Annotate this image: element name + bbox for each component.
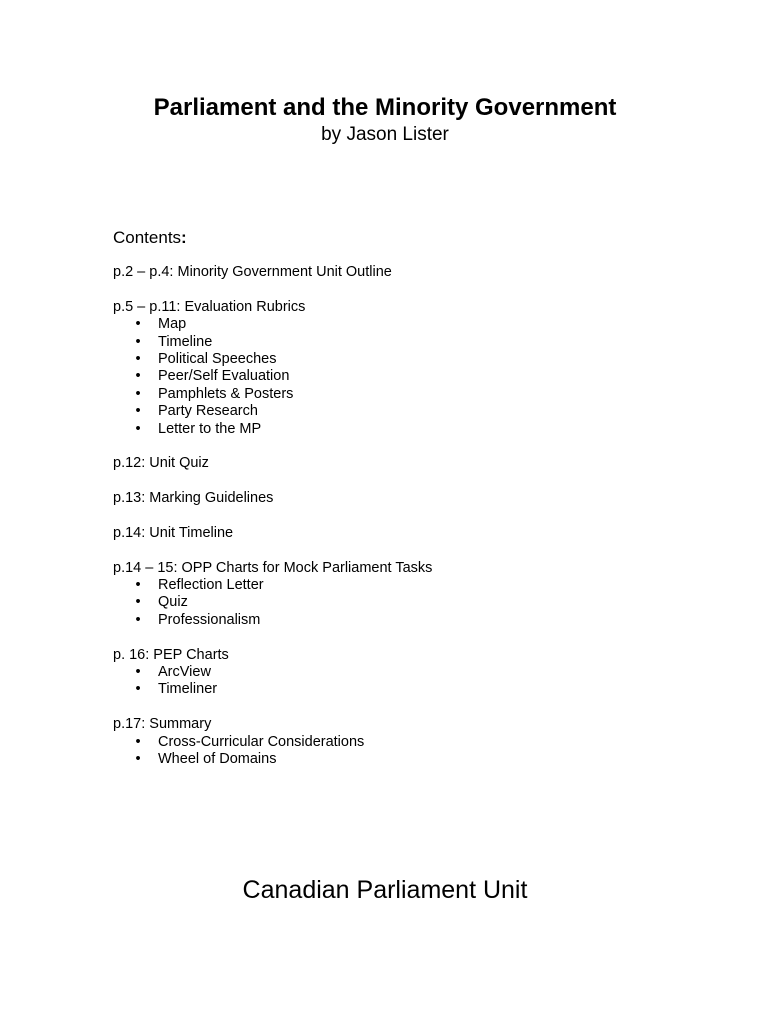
contents-subitem xyxy=(113,316,713,333)
bullet-icon: • xyxy=(135,420,141,437)
bullet-icon: • xyxy=(135,611,141,628)
contents-subitem xyxy=(113,664,713,681)
contents-subitem-label: Quiz xyxy=(158,594,188,611)
contents-subitem xyxy=(113,751,713,768)
contents-subitem-label: Party Research xyxy=(158,403,258,420)
contents-subitem xyxy=(113,681,713,698)
bullet-icon: • xyxy=(135,681,141,698)
table-of-contents xyxy=(113,227,713,786)
document-author: by Jason Lister xyxy=(321,124,449,145)
contents-entry-label: p.17: Summary xyxy=(113,716,212,733)
contents-subitem-label: Reflection Letter xyxy=(158,577,264,594)
contents-heading-text: Contents xyxy=(113,228,182,247)
contents-subitem-label: Pamphlets & Posters xyxy=(158,385,294,402)
contents-subitem-label: ArcView xyxy=(158,663,211,680)
contents-subitem xyxy=(113,612,713,629)
contents-subitem xyxy=(113,734,713,751)
contents-entry-label: p.12: Unit Quiz xyxy=(113,455,209,472)
contents-subitem-label: Timeliner xyxy=(158,681,218,698)
contents-subitem-label: Peer/Self Evaluation xyxy=(158,368,290,385)
document-title: Parliament and the Minority Government xyxy=(153,94,617,121)
contents-subitem xyxy=(113,334,713,351)
contents-entry xyxy=(113,560,713,630)
contents-subitem-list xyxy=(113,664,713,699)
contents-entry xyxy=(113,647,713,699)
contents-subitem xyxy=(113,577,713,594)
bullet-icon: • xyxy=(135,368,141,385)
contents-subitem-list xyxy=(113,316,713,438)
contents-subitem-label: Map xyxy=(158,316,187,333)
contents-entry-label: p.5 – p.11: Evaluation Rubrics xyxy=(113,298,306,315)
contents-entry-label: p. 16: PEP Charts xyxy=(113,646,229,663)
contents-entry-label: p.2 – p.4: Minority Government Unit Outline xyxy=(113,264,392,280)
contents-entry-label: p.13: Marking Guidelines xyxy=(113,490,274,507)
contents-entry-label: p.14 – 15: OPP Charts for Mock Parliament Tasks xyxy=(113,559,433,576)
bullet-icon: • xyxy=(135,663,141,680)
bullet-icon: • xyxy=(135,733,141,750)
bullet-icon: • xyxy=(135,385,141,402)
bullet-icon: • xyxy=(135,750,141,767)
contents-entry xyxy=(113,490,713,507)
contents-subitem xyxy=(113,351,713,368)
contents-subitem xyxy=(113,594,713,611)
contents-entry-label: p.14: Unit Timeline xyxy=(113,524,234,541)
contents-entry xyxy=(113,525,713,542)
contents-entries xyxy=(113,264,713,768)
contents-subitem-label: Timeline xyxy=(158,333,213,350)
contents-subitem-label: Political Speeches xyxy=(158,350,277,367)
contents-entry xyxy=(113,716,713,768)
bullet-icon: • xyxy=(135,316,141,333)
contents-entry xyxy=(113,264,713,281)
bullet-icon: • xyxy=(135,403,141,420)
bullet-icon: • xyxy=(135,594,141,611)
bullet-icon: • xyxy=(135,350,141,367)
contents-subitem-list xyxy=(113,577,713,629)
bullet-icon: • xyxy=(135,333,141,350)
contents-subitem-list xyxy=(113,734,713,769)
contents-subitem xyxy=(113,386,713,403)
contents-subitem xyxy=(113,403,713,420)
unit-title: Canadian Parliament Unit xyxy=(242,876,528,904)
contents-heading xyxy=(113,227,713,249)
contents-entry xyxy=(113,299,713,438)
contents-subitem-label: Wheel of Domains xyxy=(158,750,277,767)
contents-subitem-label: Cross-Curricular Considerations xyxy=(158,733,365,750)
contents-subitem xyxy=(113,421,713,438)
contents-entry xyxy=(113,455,713,472)
contents-subitem xyxy=(113,368,713,385)
contents-subitem-label: Letter to the MP xyxy=(158,420,262,437)
bullet-icon: • xyxy=(135,577,141,594)
contents-subitem-label: Professionalism xyxy=(158,611,261,628)
contents-heading-colon: : xyxy=(181,228,187,247)
